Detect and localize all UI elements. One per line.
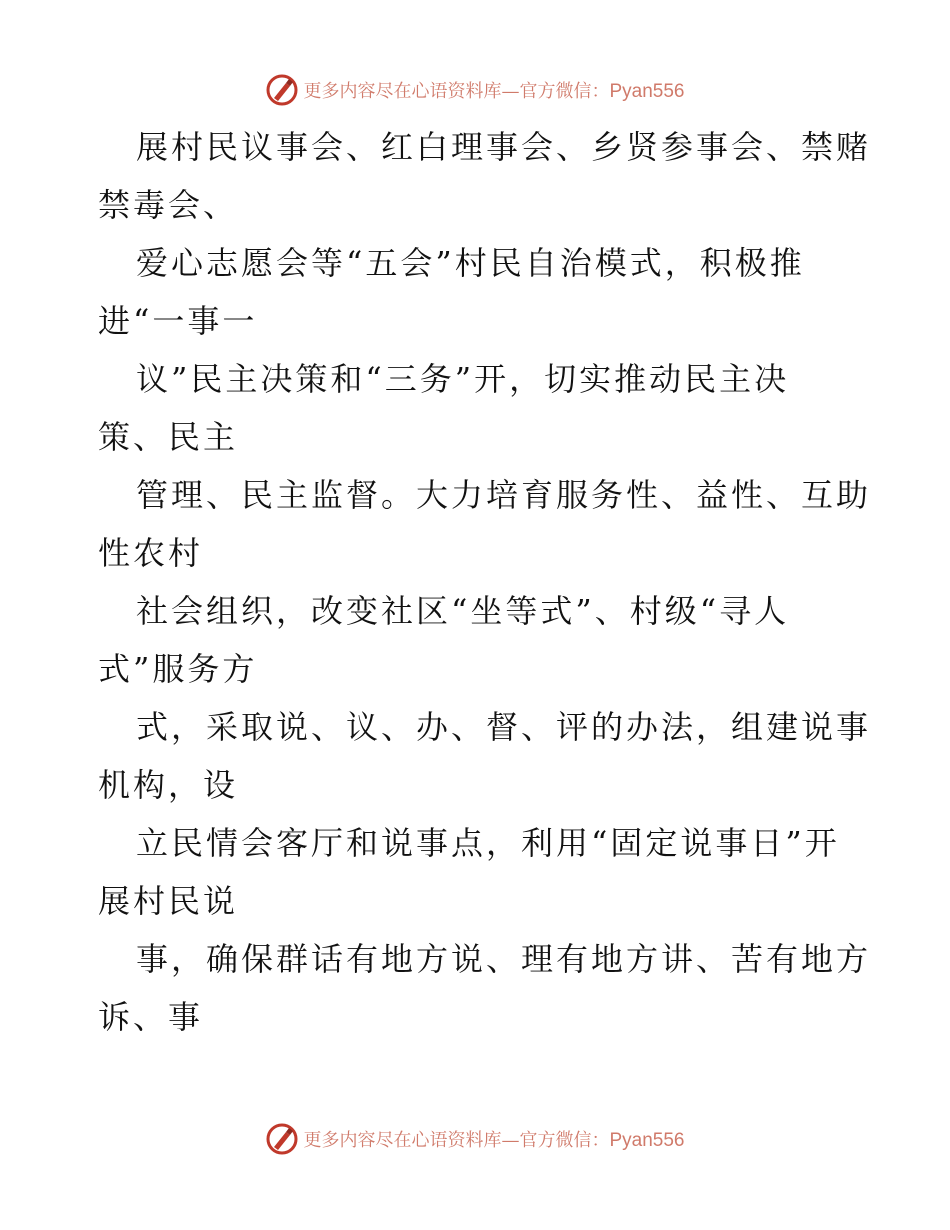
text-line: 策、民主 [98,418,239,456]
text-line: 议”民主决策和“三务”开，切实推动民主决 [136,360,790,398]
pen-logo-icon [265,1122,299,1156]
text-line: 性农村 [98,534,204,572]
text-line: 机构，设 [98,766,239,804]
text-line: 爱心志愿会等“五会”村民自治模式，积极推 [136,244,805,282]
watermark-text: 更多内容尽在心语资料库—官方微信：Pyan556 [303,81,685,102]
text-line: 事，确保群话有地方说、理有地方讲、苦有地方 [136,940,872,978]
text-line: 式，采取说、议、办、督、评的办法，组建说事 [136,708,872,746]
footer-watermark [0,1119,950,1159]
watermark-text: 更多内容尽在心语资料库—官方微信：Pyan556 [303,1130,685,1151]
text-line: 立民情会客厅和说事点，利用“固定说事日”开 [136,824,840,862]
text-line: 展村民议事会、红白理事会、乡贤参事会、禁赌 [136,128,872,166]
document-body [98,118,898,1046]
text-line: 管理、民主监督。大力培育服务性、益性、互助 [136,476,872,514]
text-line: 禁毒会、 [98,186,239,224]
text-line: 式”服务方 [98,650,258,688]
text-line: 诉、事 [98,998,204,1036]
pen-logo-icon [265,73,299,107]
text-line: 社会组织，改变社区“坐等式”、村级“寻人 [136,592,790,630]
header-watermark [0,70,950,110]
text-line: 展村民说 [98,882,239,920]
text-line: 进“一事一 [98,302,258,340]
